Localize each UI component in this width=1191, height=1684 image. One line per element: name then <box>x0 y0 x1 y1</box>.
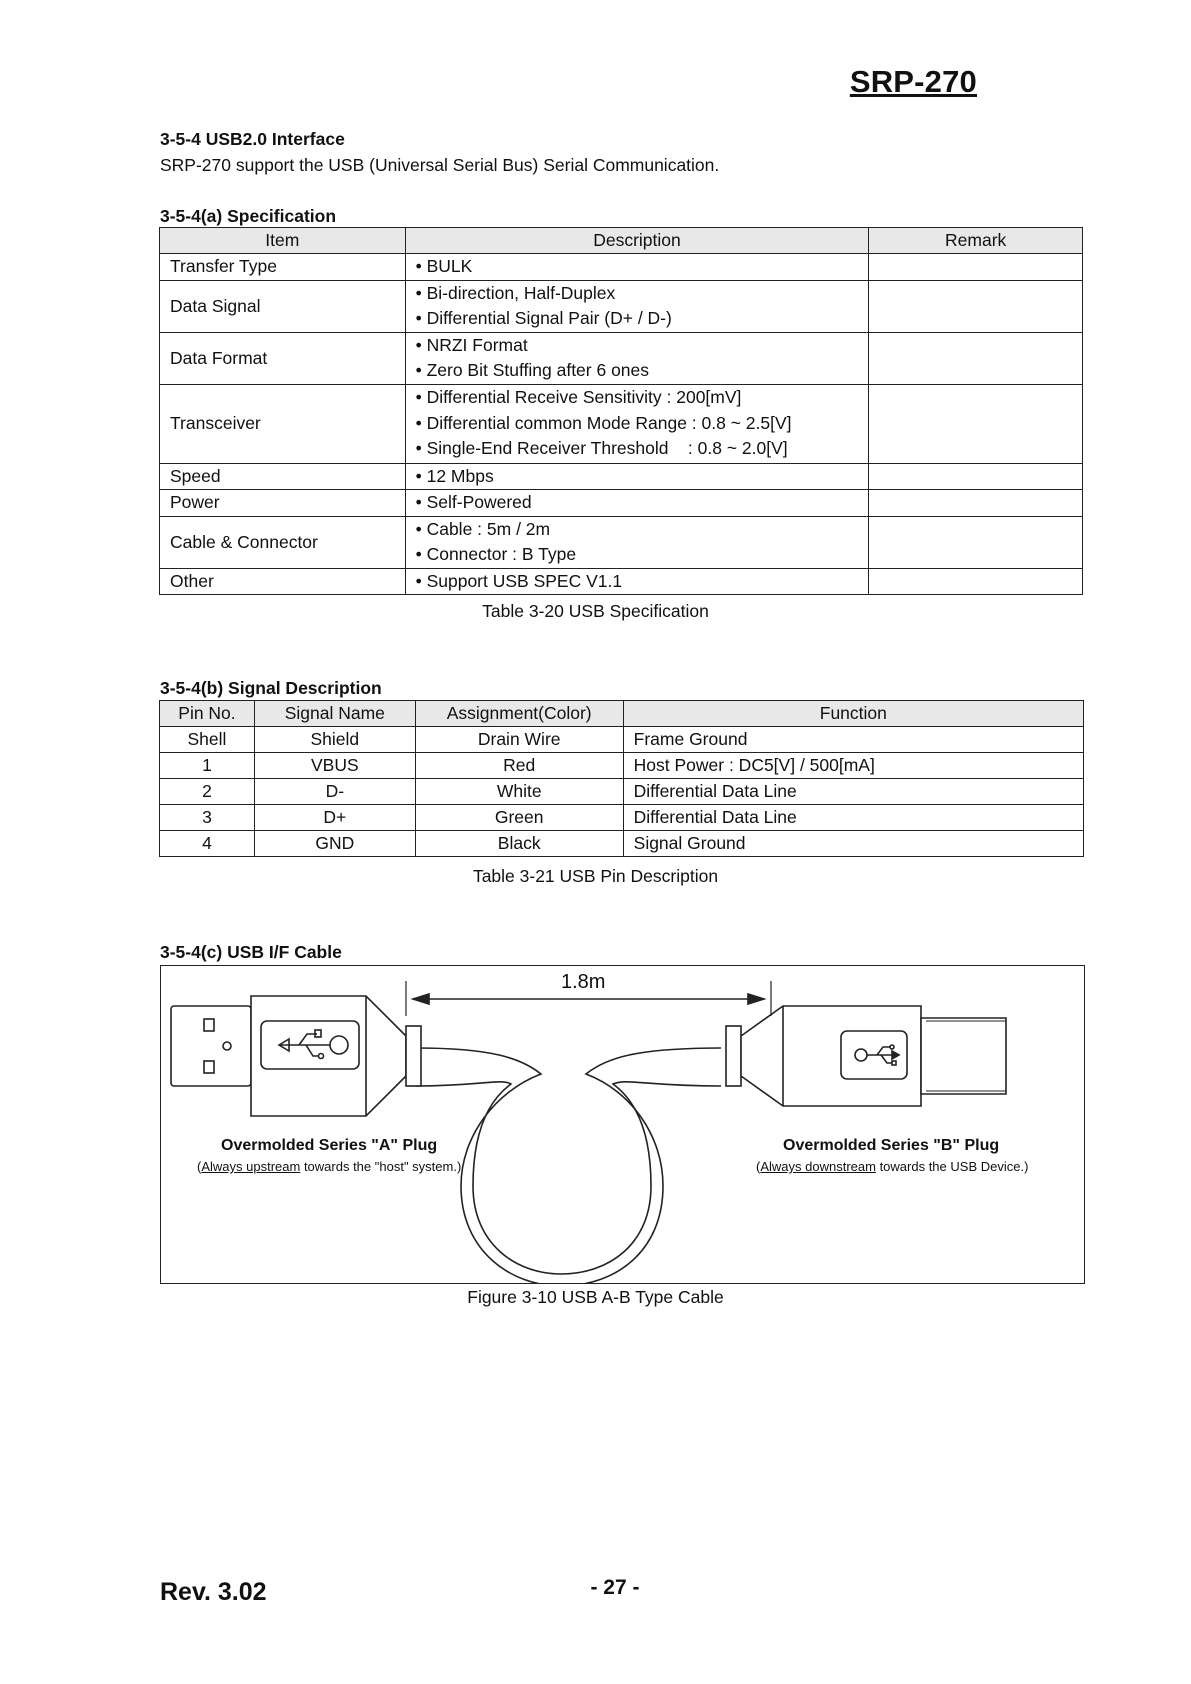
spec-header-description: Description <box>405 228 869 254</box>
spec-desc-line: • Connector : B Type <box>415 544 577 564</box>
spec-description <box>405 490 869 517</box>
table-row <box>160 831 1084 857</box>
spec-desc-line: • Differential Receive Sensitivity : 200[mV] <box>415 387 742 408</box>
pin-signal-name: GND <box>254 831 415 857</box>
document-model-header: SRP-270 <box>849 64 977 99</box>
table-row <box>160 280 1083 332</box>
spec-remark <box>869 280 1083 332</box>
footer-revision: Rev. 3.02 <box>160 1578 267 1606</box>
spec-desc-line: • Single-End Receiver Threshold : 0.8 ~ 2.0[V] <box>415 438 788 459</box>
spec-title: 3-5-4(a) Specification <box>160 206 337 226</box>
spec-header-remark: Remark <box>869 228 1083 254</box>
spec-desc-line: • Bi-direction, Half-Duplex <box>415 282 616 303</box>
spec-description <box>405 254 869 281</box>
table-row <box>160 753 1084 779</box>
plug-a-note-rest: towards the "host" system.) <box>300 1159 462 1174</box>
spec-item: Data Signal <box>160 280 406 332</box>
cable-loop <box>416 1048 721 1283</box>
spec-desc-line: • Cable : 5m / 2m <box>415 518 551 539</box>
pin-function: Signal Ground <box>623 831 1083 857</box>
pin-header-number: Pin No. <box>160 701 255 727</box>
spec-description <box>405 516 869 568</box>
pin-assignment: White <box>415 779 623 805</box>
signal-title: 3-5-4(b) Signal Description <box>160 678 382 698</box>
plug-a-note <box>197 1159 461 1174</box>
pin-signal-name: D- <box>254 779 415 805</box>
spec-desc-line: • NRZI Format <box>415 334 528 355</box>
cable-title: 3-5-4(c) USB I/F Cable <box>160 942 342 962</box>
spec-table-caption: Table 3-20 USB Specification <box>482 601 709 621</box>
spec-item: Transceiver <box>160 384 406 463</box>
table-row <box>160 254 1083 281</box>
section-title: 3-5-4 USB2.0 Interface <box>160 129 345 149</box>
spec-desc-line: • Zero Bit Stuffing after 6 ones <box>415 360 650 380</box>
pin-number: 4 <box>160 831 255 857</box>
b-plug-metal <box>921 1018 1006 1094</box>
plug-b-note-emphasis: Always downstream <box>760 1159 876 1174</box>
cable-figure <box>160 965 1085 1284</box>
pin-assignment: Drain Wire <box>415 727 623 753</box>
pin-number: Shell <box>160 727 255 753</box>
spec-desc-line: • 12 Mbps <box>415 465 494 486</box>
spec-desc-line: • Differential Signal Pair (D+ / D-) <box>415 308 672 328</box>
spec-desc-line: • Support USB SPEC V1.1 <box>415 570 623 591</box>
spec-table <box>159 227 1083 595</box>
spec-item: Transfer Type <box>160 254 406 281</box>
pin-number: 3 <box>160 805 255 831</box>
table-row <box>160 805 1084 831</box>
spec-item: Data Format <box>160 332 406 384</box>
usb-cable-diagram <box>161 966 1084 1283</box>
pin-table-caption: Table 3-21 USB Pin Description <box>472 866 719 886</box>
pin-header-function: Function <box>623 701 1083 727</box>
pin-signal-name: VBUS <box>254 753 415 779</box>
spec-remark <box>869 490 1083 517</box>
plug-a-title: Overmolded Series "A" Plug <box>221 1137 438 1154</box>
table-row <box>160 490 1083 517</box>
a-plug-metal <box>171 1006 251 1086</box>
plug-a-note-emphasis: Always upstream <box>201 1159 301 1174</box>
pin-function: Frame Ground <box>623 727 1083 753</box>
spec-description <box>405 332 869 384</box>
cable-length-label: 1.8m <box>561 971 606 993</box>
spec-desc-line: • BULK <box>415 256 473 276</box>
spec-remark <box>869 463 1083 490</box>
spec-remark <box>869 384 1083 463</box>
table-row <box>160 332 1083 384</box>
pin-assignment: Black <box>415 831 623 857</box>
spec-description <box>405 568 869 595</box>
pin-number: 2 <box>160 779 255 805</box>
spec-desc-line: • Differential common Mode Range : 0.8 ~ 2.5[V] <box>415 412 792 433</box>
pin-number: 1 <box>160 753 255 779</box>
spec-item: Cable & Connector <box>160 516 406 568</box>
section-intro: SRP-270 support the USB (Universal Serial Bus) Serial Communication. <box>160 155 720 175</box>
table-row <box>160 568 1083 595</box>
pin-header-signal: Signal Name <box>254 701 415 727</box>
spec-description <box>405 463 869 490</box>
plug-b-note <box>756 1159 1028 1174</box>
table-row <box>160 779 1084 805</box>
pin-header-assignment: Assignment(Color) <box>415 701 623 727</box>
table-row <box>160 463 1083 490</box>
plug-b-note-rest: towards the USB Device.) <box>875 1159 1029 1174</box>
table-row <box>160 516 1083 568</box>
spec-header-item: Item <box>160 228 406 254</box>
spec-remark <box>869 332 1083 384</box>
pin-function: Differential Data Line <box>623 805 1083 831</box>
spec-desc-line: • Self-Powered <box>415 492 532 512</box>
spec-description <box>405 384 869 463</box>
pin-assignment: Red <box>415 753 623 779</box>
pin-assignment: Green <box>415 805 623 831</box>
pin-signal-name: Shield <box>254 727 415 753</box>
spec-remark <box>869 568 1083 595</box>
spec-item: Power <box>160 490 406 517</box>
pin-function: Host Power : DC5[V] / 500[mA] <box>623 753 1083 779</box>
table-row <box>160 727 1084 753</box>
figure-caption: Figure 3-10 USB A-B Type Cable <box>467 1287 724 1307</box>
table-row <box>160 384 1083 463</box>
spec-item: Speed <box>160 463 406 490</box>
footer-page-number: - 27 - <box>590 1576 640 1599</box>
pin-function: Differential Data Line <box>623 779 1083 805</box>
plug-b-title: Overmolded Series "B" Plug <box>783 1137 1000 1154</box>
pin-signal-name: D+ <box>254 805 415 831</box>
plug-b-note-open: ( <box>756 1159 761 1174</box>
spec-remark <box>869 516 1083 568</box>
spec-item: Other <box>160 568 406 595</box>
pin-table <box>159 700 1084 857</box>
spec-remark <box>869 254 1083 281</box>
spec-description <box>405 280 869 332</box>
plug-a-note-open: ( <box>197 1159 202 1174</box>
